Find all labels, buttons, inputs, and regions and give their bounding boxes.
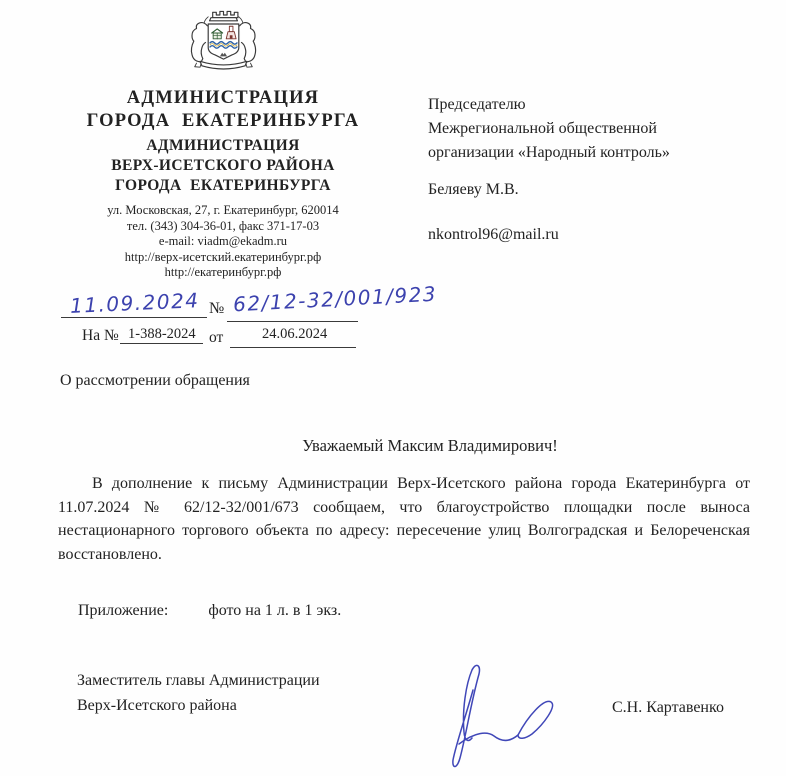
- number-underline: [227, 321, 358, 322]
- org-name-district-line1: АДМИНИСТРАЦИЯ: [146, 137, 300, 154]
- signer-position: [77, 669, 320, 718]
- incoming-ref-number: 1-388-2024: [128, 326, 196, 342]
- incoming-number-underline: [120, 343, 203, 344]
- date-underline: [61, 317, 207, 318]
- number-sign-label: №: [209, 300, 225, 317]
- org-contact-block: [30, 203, 416, 281]
- org-postal-address: ул. Московская, 27, г. Екатеринбург, 620014: [107, 203, 339, 217]
- signer-position-line1: Заместитель главы Администрации: [77, 672, 320, 689]
- org-email: e-mail: viadm@ekadm.ru: [158, 234, 288, 248]
- attachment-value: фото на 1 л. в 1 экз.: [208, 602, 342, 619]
- body-paragraph: В дополнение к письму Администрации Верх-Исетского района города Екатеринбурга от 11.07.2024 № 62/12-32/001/673 сообщаем, что благоустройство площадки после выноса нестационарного торгового объекта по адресу: пересечение улиц Волгоградская и Белореченская восстановлено.: [58, 475, 750, 563]
- signature-scribble-icon: [437, 646, 589, 774]
- org-phone-fax: тел. (343) 304-36-01, факс 371-17-03: [126, 218, 320, 233]
- recipient-line3: организации «Народный контроль»: [428, 144, 670, 161]
- signer-name: С.Н. Картавенко: [612, 699, 724, 716]
- signer-position-line2: Верх-Исетского района: [77, 696, 237, 714]
- subject-line: О рассмотрении обращения: [60, 372, 250, 389]
- recipient-email: nkontrol96@mail.ru: [428, 226, 559, 243]
- recipient-line1: Председателю: [428, 96, 526, 113]
- org-name-district-line3: ГОРОДА ЕКАТЕРИНБУРГА: [115, 177, 331, 194]
- org-name-city-line1: АДМИНИСТРАЦИЯ: [126, 88, 320, 108]
- incoming-ref-label: На №: [82, 327, 119, 344]
- recipient-block: [428, 93, 768, 247]
- recipient-name: Беляеву М.В.: [428, 181, 519, 198]
- attachment-line: [78, 602, 341, 620]
- outgoing-number-handwritten: 62/12-32/001/923: [232, 281, 438, 317]
- org-name-district-line2: ВЕРХ-ИСЕТСКОГО РАЙОНА: [111, 157, 335, 174]
- org-site-city: http://екатеринбург.рф: [164, 265, 282, 279]
- org-site-district: http://верх-исетский.екатеринбург.рф: [124, 249, 322, 264]
- org-name-district: [30, 136, 416, 196]
- incoming-date-underline: [230, 347, 356, 348]
- incoming-from-label: от: [209, 329, 224, 346]
- org-name-city: [30, 87, 416, 133]
- attachment-label: Приложение:: [78, 602, 169, 619]
- salutation-line: Уважаемый Максим Владимирович!: [302, 436, 558, 455]
- org-name-city-line2: ГОРОДА ЕКАТЕРИНБУРГА: [86, 111, 360, 131]
- outgoing-date-handwritten: 11.09.2024: [69, 288, 200, 318]
- yekaterinburg-coat-of-arms-icon: [176, 6, 271, 78]
- recipient-line2: Межрегиональной общественной: [428, 120, 657, 137]
- incoming-ref-date: 24.06.2024: [262, 326, 328, 342]
